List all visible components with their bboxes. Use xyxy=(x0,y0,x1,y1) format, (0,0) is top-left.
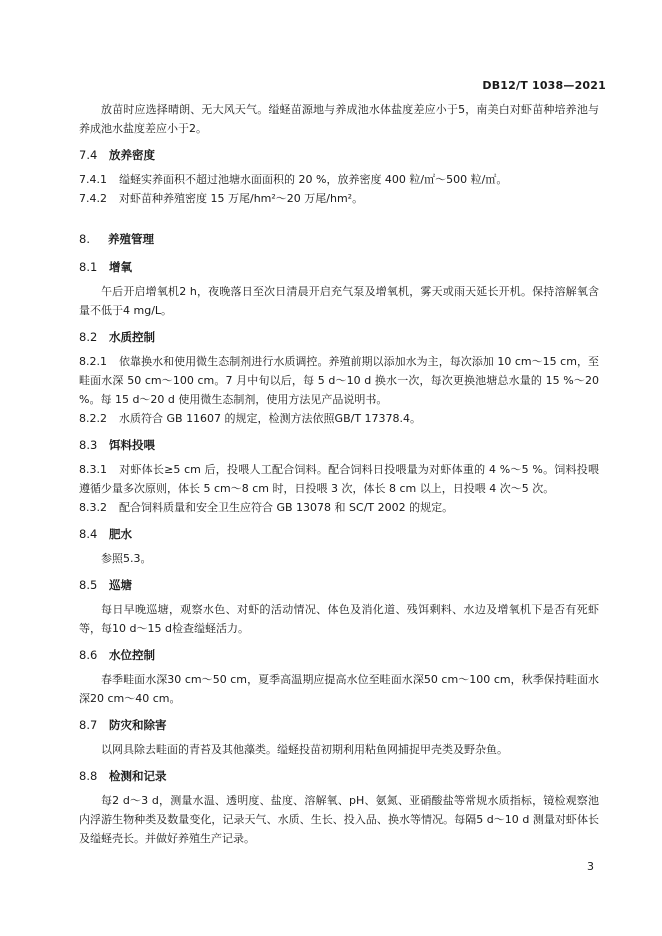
heading-8 xyxy=(79,230,599,248)
clause-number: 8.3.2 xyxy=(79,501,107,514)
heading-number: 8.1 xyxy=(79,260,98,274)
heading-number: 8.5 xyxy=(79,578,98,592)
heading-title: 饵料投喂 xyxy=(109,438,155,452)
clause-text: 配合饲料质量和安全卫生应符合 GB 13078 和 SC/T 2002 的规定。 xyxy=(119,501,454,514)
paragraph-8-5: 每日早晚巡塘，观察水色、对虾的活动情况、体色及消化道、残饵剩料、水边及增氧机下是否有死虾等，每10 d～15 d检查缢蛏活力。 xyxy=(79,603,599,635)
page-number: 3 xyxy=(587,860,594,873)
heading-title: 养殖管理 xyxy=(108,232,154,246)
heading-8-5 xyxy=(79,576,599,594)
heading-number: 8.2 xyxy=(79,330,98,344)
clause-8-3-1 xyxy=(79,460,599,498)
heading-8-1 xyxy=(79,258,599,276)
heading-title: 水质控制 xyxy=(109,330,155,344)
heading-number: 8.4 xyxy=(79,527,98,541)
document-body xyxy=(79,100,599,852)
paragraph-8-4: 参照5.3。 xyxy=(101,552,152,565)
clause-number: 8.2.2 xyxy=(79,412,107,425)
paragraph-8-6: 春季畦面水深30 cm～50 cm，夏季高温期应提高水位至畦面水深50 cm～100 cm，秋季保持畦面水深20 cm～40 cm。 xyxy=(79,673,599,705)
clause-text: 对虾体长≥5 cm 后，投喂人工配合饲料。配合饲料日投喂量为对虾体重的 4 %～5 %。饲料投喂遵循少量多次原则，体长 5 cm～8 cm 时，日投喂 3 次，体长 8 cm 以上，日投喂 4 次～5 次。 xyxy=(79,463,599,495)
heading-number: 8.6 xyxy=(79,648,98,662)
heading-number: 7.4 xyxy=(79,148,98,162)
heading-8-2 xyxy=(79,328,599,346)
heading-8-7 xyxy=(79,716,599,734)
heading-7-4 xyxy=(79,146,599,164)
paragraph-8-7: 以网具除去畦面的青苔及其他藻类。缢蛏投苗初期利用粘鱼网捕捉甲壳类及野杂鱼。 xyxy=(101,743,508,756)
heading-8-6 xyxy=(79,646,599,664)
clause-text: 水质符合 GB 11607 的规定，检测方法依照GB/T 17378.4。 xyxy=(119,412,422,425)
heading-title: 水位控制 xyxy=(109,648,155,662)
heading-number: 8.8 xyxy=(79,769,98,783)
clause-number: 7.4.1 xyxy=(79,173,107,186)
heading-title: 防灾和除害 xyxy=(109,718,167,732)
clause-8-2-1 xyxy=(79,352,599,409)
clause-text: 对虾苗种养殖密度 15 万尾/hm²～20 万尾/hm²。 xyxy=(119,192,364,205)
heading-number: 8.3 xyxy=(79,438,98,452)
clause-text: 缢蛏实养面积不超过池塘水面面积的 20 %，放养密度 400 粒/㎡～500 粒/㎡。 xyxy=(119,173,508,186)
paragraph-8-1: 午后开启增氧机2 h，夜晚落日至次日清晨开启充气泵及增氧机，雾天或雨天延长开机。保持溶解氧含量不低于4 mg/L。 xyxy=(79,285,599,317)
heading-8-3 xyxy=(79,436,599,454)
clause-text: 依靠换水和使用微生态制剂进行水质调控。养殖前期以添加水为主，每次添加 10 cm～15 cm，至畦面水深 50 cm～100 cm。7 月中旬以后，每 5 d～10 d 换水一次，每次更换池塘总水量的 15 %～20 %。每 15 d～20 d 使用微生态制剂，使用方法见产品说明书。 xyxy=(79,355,599,406)
clause-8-2-2 xyxy=(79,409,599,428)
clause-number: 8.3.1 xyxy=(79,463,107,476)
heading-8-4 xyxy=(79,525,599,543)
heading-title: 肥水 xyxy=(109,527,132,541)
heading-title: 放养密度 xyxy=(109,148,155,162)
clause-number: 7.4.2 xyxy=(79,192,107,205)
clause-7-4-1 xyxy=(79,170,599,189)
paragraph-8-8: 每2 d～3 d，测量水温、透明度、盐度、溶解氧、pH、氨氮、亚硝酸盐等常规水质指标，镜检观察池内浮游生物种类及数量变化，记录天气、水质、生长、投入品、换水等情况。每隔5 d～10 d 测量对虾体长及缢蛏壳长。并做好养殖生产记录。 xyxy=(79,794,599,845)
standard-code: DB12/T 1038—2021 xyxy=(482,79,606,92)
heading-title: 巡塘 xyxy=(109,578,132,592)
heading-8-8 xyxy=(79,767,599,785)
clause-8-3-2 xyxy=(79,498,599,517)
heading-number: 8.7 xyxy=(79,718,98,732)
heading-title: 检测和记录 xyxy=(109,769,167,783)
paragraph-stocking-conditions: 放苗时应选择晴朗、无大风天气。缢蛏苗源地与养成池水体盐度差应小于5，南美白对虾苗种培养池与养成池水盐度差应小于2。 xyxy=(79,103,599,135)
clause-number: 8.2.1 xyxy=(79,355,107,368)
clause-7-4-2 xyxy=(79,189,599,208)
heading-number: 8. xyxy=(79,232,90,246)
heading-title: 增氧 xyxy=(109,260,132,274)
